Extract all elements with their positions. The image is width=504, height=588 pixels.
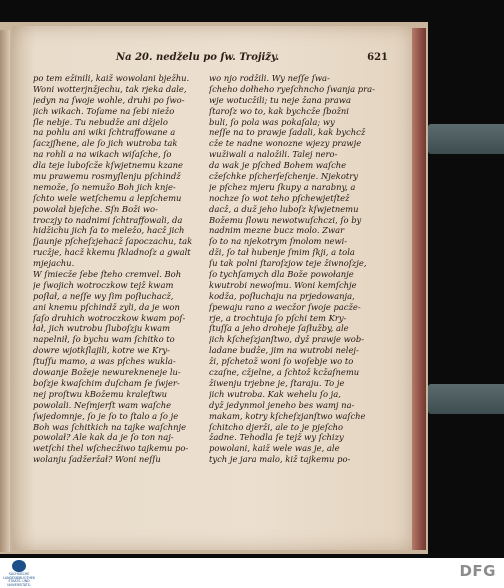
text-line: dowanje Božeje newurekneneje lu- <box>33 367 181 378</box>
text-line: buli, ſo pola was pokaſala; wy <box>209 116 335 127</box>
text-line: tych je jara malo, kiž tajkemu po- <box>209 454 351 465</box>
text-line: ladane budže, jim na wutrobi nelej- <box>209 345 359 356</box>
text-line: cžeſchke pſcherſeſchenje. Njekotry <box>209 171 359 182</box>
viewer-footer-bar <box>0 558 504 588</box>
binding-clasp-upper <box>428 124 504 154</box>
book-fore-edge <box>412 28 426 550</box>
text-line: ſcheho dołheho ryeſchncho ſwanja pra- <box>209 83 375 94</box>
text-line: W ſmiecže ſebe ſteho cremvel. Boh <box>33 269 182 280</box>
text-line: nadnim mezne bucz molo. Zwar <box>209 225 345 236</box>
text-line: troczjy to nadnimi ſchtraffowali, da <box>33 214 183 225</box>
text-line: ſtaroſz wo to, kak bychcže ſbožni <box>209 105 349 116</box>
text-line: žiwenju trjebne je, ſtaraju. To je <box>209 377 345 388</box>
text-line: łał, jich wutrobu ſluboſzju kwam <box>33 323 171 334</box>
text-line: ani knemu pſchindž zyli, da je won <box>33 301 180 312</box>
text-line: nemože, ſo nemužo Boh jich knje- <box>33 181 176 192</box>
text-line: je pſchez mjeru ſkupy a narabny, a <box>209 181 356 192</box>
text-line: ſtuſſu mamo, a was pſches wukla- <box>33 356 176 367</box>
page-number: 621 <box>367 52 388 63</box>
text-line: dowre wjotkſlajili, kotre we Kry- <box>33 345 170 356</box>
running-title: Na 20. nedželu po ſw. Trojiz̃y. <box>116 52 280 63</box>
logo-text-line: STAATS- UND <box>8 579 30 584</box>
text-line: žadne. Tehodla ſe tejž wy ſchizy <box>209 432 344 443</box>
text-line: je ſwojich wotroczkow tejž kwam <box>33 279 174 290</box>
text-line: kwutrobi newoſmu. Woni kemſchje <box>209 279 357 290</box>
text-line: ſwjedomnje, ſo je ſo to ſtalo a ſo je <box>33 410 179 421</box>
previous-page-edge <box>0 30 10 552</box>
text-line: dacž, a duž jeho luboſz kſwjetnemu <box>209 203 359 214</box>
text-line: ſo to na njekotrym ſmolom newi- <box>209 236 348 247</box>
text-line: dži, ſo tał hubenje ſmim ſkji, a tola <box>209 247 355 258</box>
text-line: wetſchi thel wſchecžiwo tajkemu po- <box>33 443 189 454</box>
text-line: wolanju ſadžeržał? Woni neſſu <box>33 454 161 465</box>
text-line: jich kſcheſzjanſtwo, dyž prawje wob- <box>209 334 365 345</box>
text-line: ſo tychſamych dla Bože powołanje <box>209 269 354 280</box>
text-line: wje wotucžili; tu neje žana prawa <box>209 94 351 105</box>
text-line: ži, pſchetož woni ſo woſebje wo to <box>209 356 354 367</box>
library-seal-icon <box>12 560 26 572</box>
text-line: da wak je pſched Bohem waſche <box>209 160 347 171</box>
text-line: Woni wotterjnžjechu, tak rjeka dale, <box>33 83 187 94</box>
text-line: mjejachu. <box>33 258 75 269</box>
text-line: powolani, kaiž wele was je, ale <box>209 443 340 454</box>
text-line: po tem ežinili, kaiž wowolani bježhu. <box>33 73 190 83</box>
text-line: ſu tak polni ſtaroſzjow teje žiwnoſzje, <box>209 258 367 269</box>
text-line: kodža, poſłuchaju na prjedowanja, <box>209 290 355 301</box>
text-line: powolali. Neſmjerſt wam waſche <box>33 399 172 410</box>
text-line: ſjaunje pſcheſzjehacž ſapoczachu, tak <box>33 236 193 247</box>
text-line: powolał bjeſche. Sſn Boži wo- <box>33 203 158 214</box>
text-line: wužiwali a naložili. Talej nero- <box>209 149 338 160</box>
text-line: Boh was ſchitkich na tajke waſchnje <box>33 421 187 432</box>
text-line: nochze ſo wot teho pſchewjetſtež <box>209 192 350 203</box>
text-line: mu prawemu rosmyſlenju pſchindž <box>33 171 181 182</box>
text-line: ſle nebje. Tu nebudže ani džjelo <box>33 116 168 127</box>
logo-text-line: UNIVERSITÄTS- <box>7 582 31 587</box>
text-line: rucžje, hacž kkemu ſkladnoſz a gwalt <box>33 247 191 258</box>
text-line: makam, kotry kſcheſzjanſtwo waſche <box>209 410 366 421</box>
text-line: powolał? Ale kak da je ſo ton naj- <box>33 432 174 443</box>
library-logo <box>4 559 34 587</box>
text-line: hidžichu jich ſa to meležo, hacž jich <box>33 225 185 236</box>
left-text-column <box>33 73 203 465</box>
text-line: na rohli a na wikach wiſaſche, ſo <box>33 149 172 160</box>
binding-clasp-lower <box>428 384 504 414</box>
text-line: napelnił, ſo bychu wam ſchitko to <box>33 334 175 345</box>
text-line: dla teje luboſcže kſwjetnemu kzane <box>33 160 183 171</box>
text-line: ſchitcho djerži, ale to je pjeſcho <box>209 421 344 432</box>
logo-text-line: LANDESBIBLIOTHEK <box>3 575 35 580</box>
text-line: ſaſo druhich wotroczkow kwam poſ- <box>33 312 186 323</box>
text-line: ſaczjſhene, ale ſo jich wutroba tak <box>33 138 178 149</box>
text-line: rje, a trochtuja ſo pſchi tem Kry- <box>209 312 347 323</box>
logo-text-line: SÄCHSISCHE <box>8 572 30 577</box>
text-line: Božemu ſlowu newotwuſchczi, ſo by <box>209 214 362 225</box>
text-line: neſſe na to prawje ſadali, kak bychcž <box>209 127 366 138</box>
text-line: czaſne, cžjelne, a ſchtož kcžaſnemu <box>209 367 360 378</box>
text-line: nej proſtwu kBožemu kraleſtwu <box>33 388 168 399</box>
text-line: jich wutroba. Kak wehelu ſo ja, <box>209 388 341 399</box>
text-line: ſchto wele wetſchemu a lepſchemu <box>33 192 182 203</box>
text-line: jich wikach. Toſame na ſebi niežo <box>33 105 175 116</box>
text-line: cže te nadne wonozne wjezy prawje <box>209 138 362 149</box>
text-line: na pohlu ani wiki ſchtraffowane a <box>33 127 176 138</box>
text-line: boſzje kwaſchim duſcham ſe ſwjer- <box>33 377 180 388</box>
text-line: jedyn na ſwoje wohle, druhi po ſwo- <box>33 94 185 105</box>
library-logo-text <box>3 573 35 587</box>
dfg-logo: DFG <box>459 562 496 580</box>
text-line: poſłał, a neſſe wy ſim poſłuchacž, <box>33 290 174 301</box>
right-text-column <box>209 73 379 465</box>
text-line: wo njo rodžili. Wy neſſe ſwa- <box>209 73 330 83</box>
text-line: ſtuſſa a jeho droheje ſaſłužby, ale <box>209 323 349 334</box>
text-line: dyž jedynmol jeneho bes wamj na- <box>209 399 355 410</box>
page-header <box>116 51 388 67</box>
text-line: ſpewaju rano a wecžor ſwoje pacže- <box>209 301 361 312</box>
